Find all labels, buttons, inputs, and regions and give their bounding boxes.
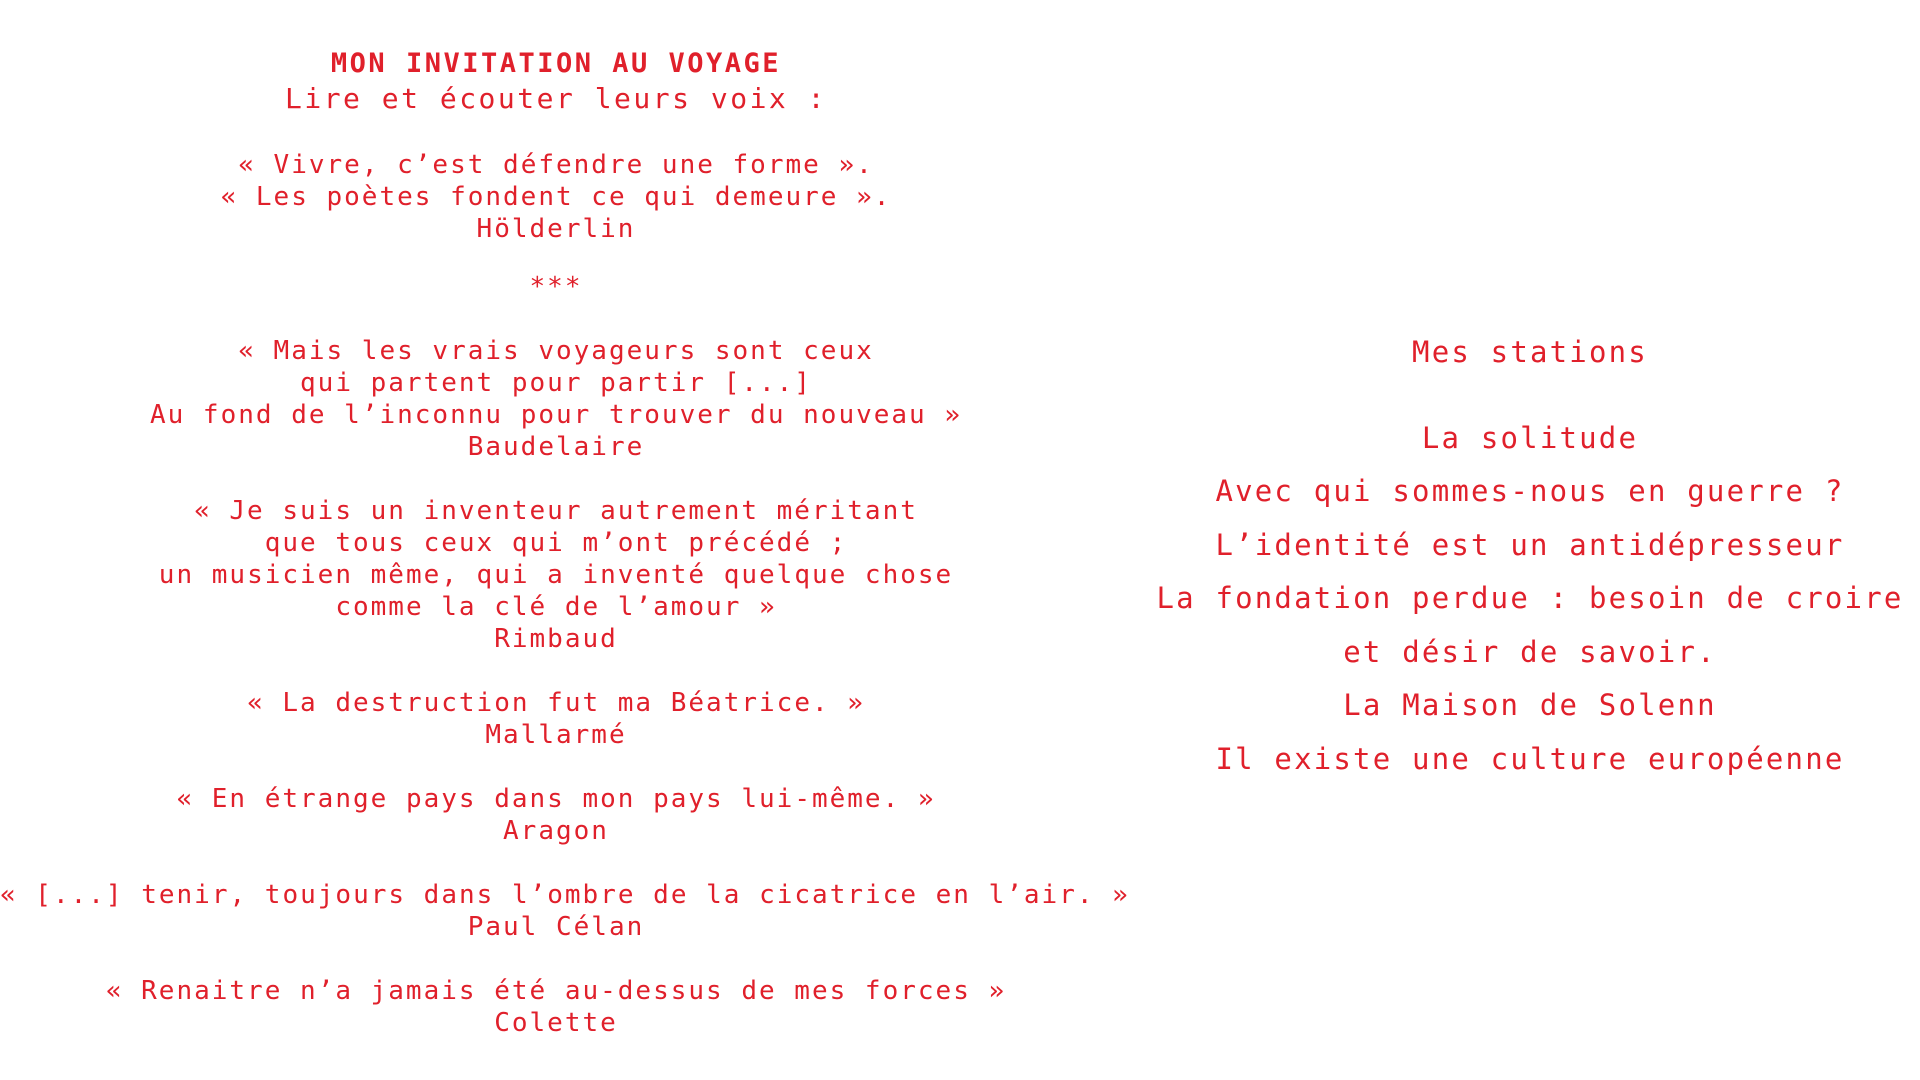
quote-line: « Vivre, c’est défendre une forme ». bbox=[238, 150, 874, 180]
quote-rimbaud bbox=[0, 495, 1112, 655]
stations-title: Mes stations bbox=[1412, 335, 1648, 369]
quote-author: Hölderlin bbox=[476, 214, 636, 244]
quote-line: un musicien même, qui a inventé quelque chose bbox=[158, 560, 954, 590]
quote-line: « Les poètes fondent ce qui demeure ». bbox=[220, 182, 892, 212]
station-item: et désir de savoir. bbox=[1343, 634, 1717, 669]
quote-line: « Je suis un inventeur autrement méritant bbox=[194, 496, 918, 526]
quote-line: « Mais les vrais voyageurs sont ceux bbox=[238, 336, 874, 366]
quote-author: Rimbaud bbox=[494, 624, 618, 654]
quote-line: que tous ceux qui m’ont précédé ; bbox=[264, 528, 848, 558]
station-item: Il existe une culture européenne bbox=[1215, 741, 1845, 776]
quote-baudelaire bbox=[0, 335, 1112, 463]
station-item: La solitude bbox=[1421, 420, 1639, 455]
quote-line: « La destruction fut ma Béatrice. » bbox=[247, 688, 865, 718]
quote-line: comme la clé de l’amour » bbox=[335, 592, 777, 622]
quote-celan bbox=[0, 879, 1130, 943]
stations-column bbox=[1140, 326, 1920, 786]
station-item: L’identité est un antidépresseur bbox=[1215, 527, 1845, 562]
station-item: La fondation perdue : besoin de croire bbox=[1156, 581, 1904, 615]
quote-author: Paul Célan bbox=[467, 912, 645, 942]
separator bbox=[0, 271, 1112, 303]
quote-line: Au fond de l’inconnu pour trouver du nouveau » bbox=[149, 400, 963, 430]
invitation-column bbox=[0, 46, 1130, 1039]
quote-aragon bbox=[0, 783, 1112, 847]
page-subtitle: Lire et écouter leurs voix : bbox=[284, 82, 827, 115]
quote-line: « Renaitre n’a jamais été au-dessus de mes forces » bbox=[105, 976, 1007, 1006]
quote-holderlin bbox=[0, 149, 1112, 245]
quote-author: Mallarmé bbox=[485, 720, 627, 750]
quote-line: qui partent pour partir [...] bbox=[300, 368, 812, 398]
quote-author: Colette bbox=[494, 1008, 618, 1038]
station-item: La Maison de Solenn bbox=[1343, 688, 1717, 722]
page-title: MON INVITATION AU VOYAGE bbox=[330, 48, 782, 79]
quote-line: « [...] tenir, toujours dans l’ombre de la cicatrice en l’air. » bbox=[0, 880, 1130, 910]
quote-line: « En étrange pays dans mon pays lui-même. » bbox=[176, 784, 936, 814]
quote-colette bbox=[0, 975, 1112, 1039]
quote-author: Baudelaire bbox=[467, 432, 645, 462]
quote-mallarme bbox=[0, 687, 1112, 751]
station-item: Avec qui sommes-nous en guerre ? bbox=[1215, 474, 1845, 508]
quote-author: Aragon bbox=[503, 816, 609, 846]
separator-stars: *** bbox=[529, 272, 583, 302]
